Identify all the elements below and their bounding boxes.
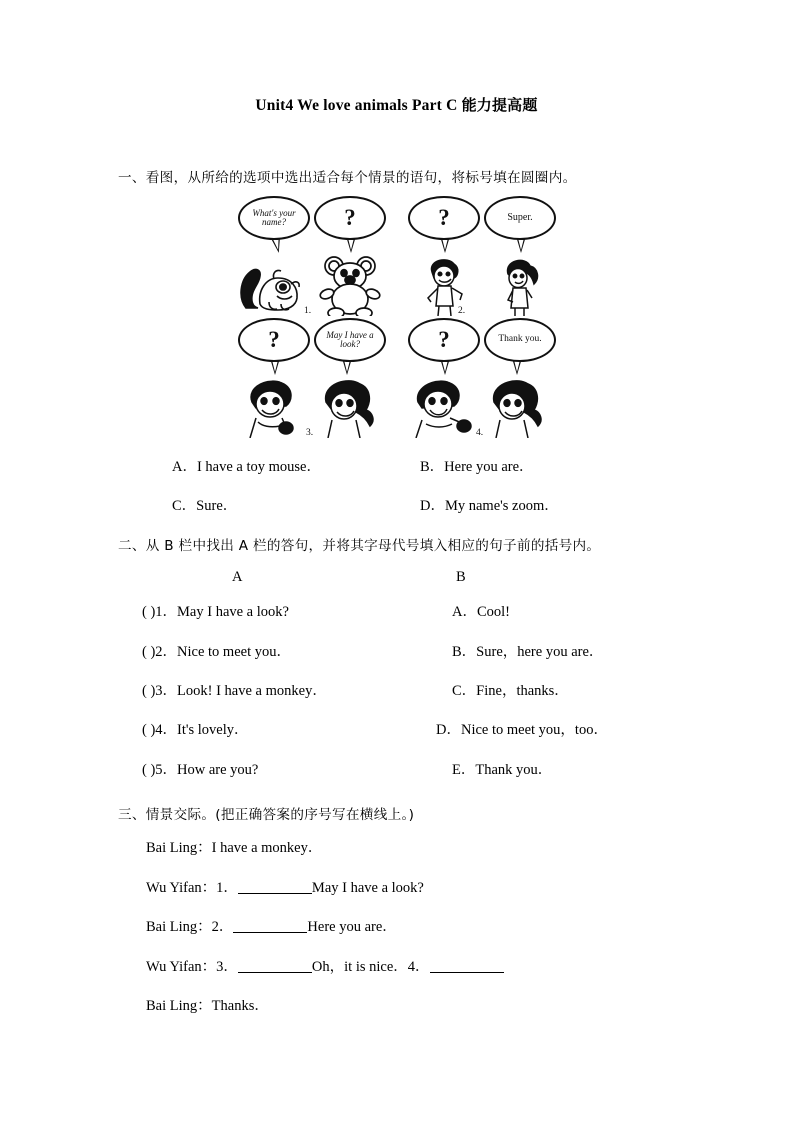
page-title — [0, 94, 793, 115]
figure-cell-2b — [458, 196, 560, 316]
figure-cell-3a — [236, 318, 314, 436]
illustration-block — [228, 196, 568, 436]
dialogue-line-3 — [146, 915, 397, 936]
match-item-a-5[interactable]: ( )5．How are you? — [142, 762, 259, 778]
match-item-a-2[interactable]: ( )2．Nice to meet you． — [142, 644, 291, 660]
match-item-b-2: B．Sure，here you are． — [452, 644, 604, 660]
figure-cell-3b — [312, 318, 390, 436]
speech-bubble: May I have a look? — [314, 318, 386, 362]
dialogue-line-1 — [146, 836, 322, 857]
figure-cell-4b — [482, 318, 560, 436]
match-item-b-3: C．Fine，thanks． — [452, 683, 569, 699]
speech-bubble: Thank you. — [484, 318, 556, 362]
answer-blank[interactable] — [430, 972, 504, 973]
match-item-b-4: D．Nice to meet you，too． — [436, 722, 608, 738]
dialogue-line-5 — [146, 994, 269, 1015]
option-a: A．I have a toy mouse． — [172, 459, 321, 475]
girl-icon — [312, 376, 390, 438]
toy-mouse-icon — [312, 254, 390, 316]
dialogue-text: Wu Yifan：3． — [146, 959, 238, 975]
speech-bubble: Super. — [484, 196, 556, 240]
answer-blank[interactable] — [238, 972, 312, 973]
section-2-heading: 二、从 B 栏中找出 A 栏的答句，并将其字母代号填入相应的句子前的括号内。 — [118, 538, 601, 554]
answer-blank[interactable] — [238, 893, 312, 894]
match-item-b-1: A．Cool! — [452, 604, 510, 620]
figure-number-4: 4. — [476, 428, 484, 438]
page-title-en: Unit4 We love animals Part C — [255, 97, 462, 114]
boy-icon — [406, 254, 484, 316]
figure-cell-2a — [406, 196, 484, 314]
speech-bubble: What's your name? — [238, 196, 310, 240]
dialogue-text: Bai Ling：Thanks． — [146, 998, 269, 1014]
dialogue-line-4 — [146, 955, 504, 976]
figure-number-2: 2. — [458, 306, 466, 316]
girl-receiving-icon — [482, 376, 560, 438]
match-item-b-5: E．Thank you． — [452, 762, 553, 778]
dialogue-text: Wu Yifan：1． — [146, 880, 238, 896]
dialogue-text: May I have a look? — [311, 880, 424, 896]
column-b-header: B — [456, 569, 466, 585]
dialogue-text: Bai Ling：2． — [146, 919, 234, 935]
answer-blank[interactable] — [233, 932, 307, 933]
option-d: D．My name's zoom． — [420, 498, 559, 514]
dialogue-line-2 — [146, 876, 424, 897]
section-1-heading: 一、看图，从所给的选项中选出适合每个情景的语句，将标号填在圆圈内。 — [118, 170, 577, 186]
speech-bubble: ? — [314, 196, 386, 240]
column-a-header: A — [232, 569, 243, 585]
match-item-a-4[interactable]: ( )4．It's lovely． — [142, 722, 249, 738]
match-item-a-1[interactable]: ( )1．May I have a look? — [142, 604, 289, 620]
section-3-heading: 三、情景交际。(把正确答案的序号写在横线上。) — [118, 807, 415, 823]
match-item-a-3[interactable]: ( )3．Look! I have a monkey． — [142, 683, 327, 699]
option-b: B．Here you are． — [420, 459, 534, 475]
figure-number-1: 1. — [304, 306, 312, 316]
figure-cell-1b — [312, 196, 390, 314]
boy-holding-toy-icon — [236, 376, 314, 438]
speech-bubble: ? — [238, 318, 310, 362]
boy-handing-toy-icon — [406, 376, 484, 438]
dialogue-text: Here you are． — [307, 919, 397, 935]
speech-bubble: ? — [408, 196, 480, 240]
figure-cell-4a — [406, 318, 484, 436]
figure-cell-1a — [236, 196, 314, 314]
speech-bubble: ? — [408, 318, 480, 362]
dialogue-text: Oh，it is nice．4． — [311, 959, 430, 975]
girl-icon — [482, 254, 560, 316]
dialogue-text: Bai Ling：I have a monkey． — [146, 840, 323, 856]
option-c: C．Sure． — [172, 498, 238, 514]
figure-number-3: 3. — [306, 428, 314, 438]
page-title-cn: 能力提高题 — [461, 96, 538, 114]
